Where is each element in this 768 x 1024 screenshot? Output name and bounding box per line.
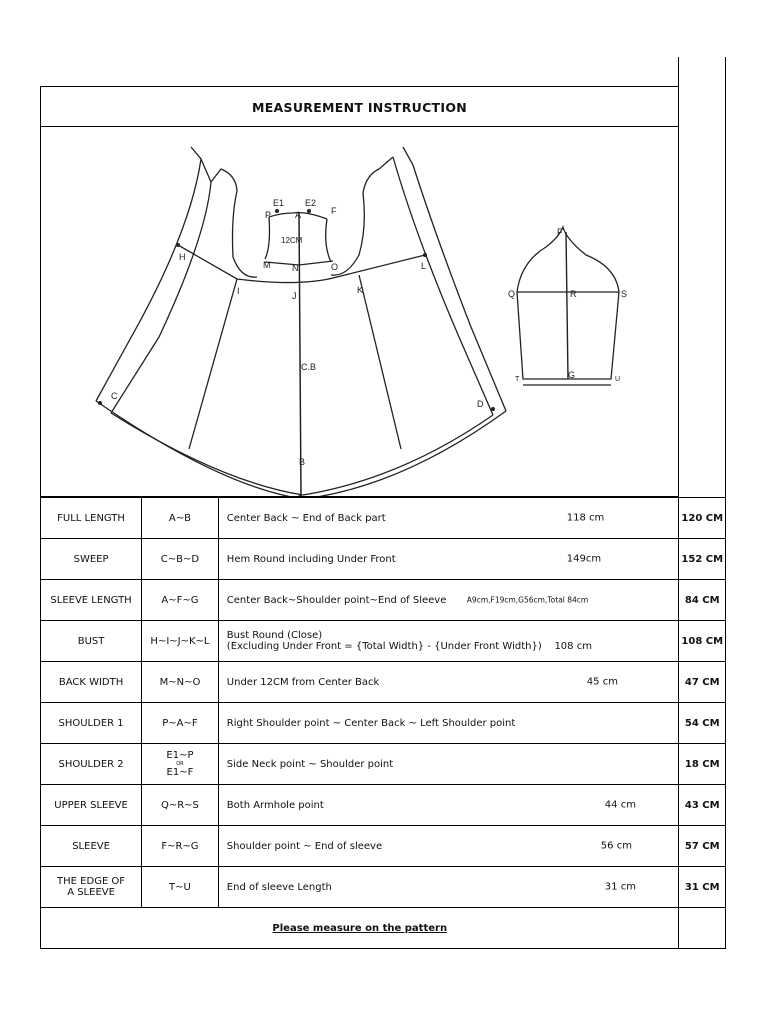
target-value: 57 CM xyxy=(679,826,726,867)
target-value: 152 CM xyxy=(679,539,726,580)
center-back-line xyxy=(299,213,301,496)
neck-right xyxy=(326,219,331,262)
label-f: F xyxy=(331,206,337,216)
hem-inner xyxy=(111,413,493,495)
label-12cm: 12CM xyxy=(281,236,303,245)
sleeve-label-s: S xyxy=(621,289,628,299)
sleeve-label-f: F xyxy=(557,227,563,237)
label-i: I xyxy=(237,286,240,296)
label-k: K xyxy=(357,285,364,295)
row-desc xyxy=(218,703,679,744)
row-code: T~U xyxy=(142,867,219,908)
table-footer-row xyxy=(41,908,726,949)
target-value: 47 CM xyxy=(679,662,726,703)
row-name: SWEEP xyxy=(41,539,142,580)
target-value: 31 CM xyxy=(679,867,726,908)
row-desc xyxy=(218,539,679,580)
table-row xyxy=(41,744,726,785)
footer-empty-cell xyxy=(679,908,726,949)
right-collar xyxy=(331,157,393,275)
label-e2: E2 xyxy=(305,198,317,208)
label-o: O xyxy=(331,262,339,272)
row-code: A~F~G xyxy=(142,580,219,621)
label-b: B xyxy=(299,457,306,467)
measurement-sheet xyxy=(40,86,726,947)
point-e1 xyxy=(275,209,279,213)
row-desc xyxy=(218,498,679,539)
label-a: A xyxy=(295,210,302,220)
label-j: J xyxy=(292,291,297,301)
panel-right xyxy=(359,275,401,449)
row-code: M~N~O xyxy=(142,662,219,703)
desc-text: Bust Round (Close) xyxy=(226,630,323,641)
label-h: H xyxy=(179,252,186,262)
sleeve-label-g: G xyxy=(568,370,576,380)
label-cb: C.B xyxy=(301,362,317,372)
row-name: SHOULDER 1 xyxy=(41,703,142,744)
label-m: M xyxy=(263,260,271,270)
label-n: N xyxy=(292,263,299,273)
row-desc xyxy=(218,621,679,662)
table-row xyxy=(41,826,726,867)
row-name xyxy=(41,867,142,908)
desc-text: Hem Round including Under Front xyxy=(226,553,396,565)
measurement-table xyxy=(40,497,726,949)
left-collar xyxy=(211,169,257,277)
row-code xyxy=(142,744,219,785)
footer-note: Please measure on the pattern xyxy=(41,908,679,949)
desc-text: Shoulder point ~ End of sleeve xyxy=(226,840,383,852)
label-p: P xyxy=(265,210,272,220)
pattern-diagram xyxy=(40,126,679,497)
target-value: 120 CM xyxy=(679,498,726,539)
desc-text: Right Shoulder point ~ Center Back ~ Left Shoulder point xyxy=(226,717,516,729)
row-name: BACK WIDTH xyxy=(41,662,142,703)
row-name: FULL LENGTH xyxy=(41,498,142,539)
row-name-line-1: THE EDGE OF xyxy=(57,876,126,887)
row-code: Q~R~S xyxy=(142,785,219,826)
row-name: UPPER SLEEVE xyxy=(41,785,142,826)
table-row xyxy=(41,498,726,539)
table-row xyxy=(41,580,726,621)
row-name: SHOULDER 2 xyxy=(41,744,142,785)
row-desc xyxy=(218,826,679,867)
point-h xyxy=(176,243,180,247)
measure-value: 108 cm xyxy=(554,641,592,652)
label-e1: E1 xyxy=(273,198,285,208)
pattern-svg xyxy=(41,127,678,496)
code-line-1: E1~P xyxy=(166,750,194,761)
sleeve-label-q: Q xyxy=(508,289,516,299)
measure-value: 56 cm xyxy=(600,840,632,852)
bust-line xyxy=(178,245,425,283)
back-left-edge xyxy=(111,159,211,413)
point-c xyxy=(98,401,102,405)
measure-value: 118 cm xyxy=(566,512,605,524)
row-code: H~I~J~K~L xyxy=(142,621,219,662)
row-desc xyxy=(218,744,679,785)
desc-text: Side Neck point ~ Shoulder point xyxy=(226,758,394,770)
measure-value: 44 cm xyxy=(604,799,636,811)
table-row xyxy=(41,662,726,703)
row-name: SLEEVE LENGTH xyxy=(41,580,142,621)
desc-text-2-part: (Excluding Under Front = {Total Width} - {Under Front Width}) xyxy=(226,641,542,652)
sleeve-center xyxy=(566,232,568,379)
desc-text: Both Armhole point xyxy=(226,799,324,811)
target-value: 108 CM xyxy=(679,621,726,662)
back-right-edge xyxy=(393,157,493,415)
row-name-line-2: A SLEEVE xyxy=(67,887,115,898)
row-code: A~B xyxy=(142,498,219,539)
label-l: L xyxy=(421,261,427,271)
row-desc xyxy=(218,785,679,826)
desc-text-2 xyxy=(227,641,679,652)
label-c: C xyxy=(111,391,118,401)
sheet-title: MEASUREMENT INSTRUCTION xyxy=(40,86,679,127)
row-name: SLEEVE xyxy=(41,826,142,867)
table-row xyxy=(41,621,726,662)
sleeve-label-t: T xyxy=(515,376,520,383)
row-code: P~A~F xyxy=(142,703,219,744)
table-row xyxy=(41,703,726,744)
back-right-outer xyxy=(403,147,506,411)
table-row xyxy=(41,867,726,908)
desc-text: Under 12CM from Center Back xyxy=(226,676,380,688)
target-value: 54 CM xyxy=(679,703,726,744)
measure-value: 149cm xyxy=(566,553,602,565)
desc-text: Center Back~Shoulder point~End of Sleeve xyxy=(226,594,447,606)
measure-value: A9cm,F19cm,G56cm,Total 84cm xyxy=(466,595,589,605)
sleeve-label-r: R xyxy=(570,289,577,299)
sleeve-label-u: U xyxy=(615,376,621,383)
measure-value: 45 cm xyxy=(586,676,618,688)
neck-left xyxy=(265,217,270,259)
desc-text: Center Back ~ End of Back part xyxy=(226,512,386,524)
point-e2 xyxy=(307,209,311,213)
target-value: 43 CM xyxy=(679,785,726,826)
label-d: D xyxy=(477,399,484,409)
table-row xyxy=(41,785,726,826)
target-value: 18 CM xyxy=(679,744,726,785)
point-l xyxy=(423,253,427,257)
row-desc xyxy=(218,662,679,703)
row-name: BUST xyxy=(41,621,142,662)
code-line-2: E1~F xyxy=(166,767,194,778)
row-code: C~B~D xyxy=(142,539,219,580)
code-or: OR xyxy=(176,761,184,767)
panel-left xyxy=(189,279,237,449)
desc-text: End of sleeve Length xyxy=(226,881,332,893)
row-code: F~R~G xyxy=(142,826,219,867)
row-desc xyxy=(218,867,679,908)
point-d xyxy=(491,407,495,411)
measure-value: 31 cm xyxy=(604,881,636,893)
row-desc xyxy=(218,580,679,621)
target-value: 84 CM xyxy=(679,580,726,621)
back-left-outer xyxy=(96,147,201,401)
table-row xyxy=(41,539,726,580)
